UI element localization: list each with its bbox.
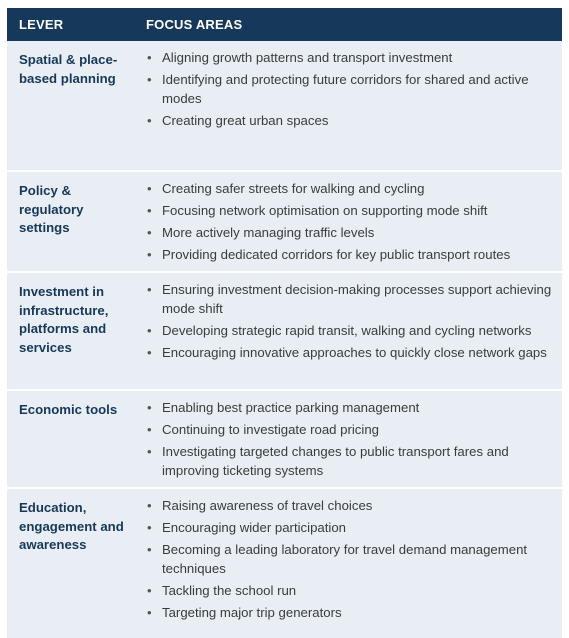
focus-item: • Encouraging innovative approaches to quickly close network gaps — [146, 344, 552, 363]
lever-cell: Education, engagement and awareness — [19, 500, 124, 552]
table-row — [7, 41, 562, 172]
focus-item: • Developing strategic rapid transit, walking and cycling networks — [146, 322, 552, 341]
table-row — [7, 391, 562, 489]
focus-item: • Enabling best practice parking management — [146, 399, 552, 418]
focus-item: • Targeting major trip generators — [146, 604, 552, 623]
focus-item: • Creating safer streets for walking and cycling — [146, 180, 552, 199]
lever-cell: Spatial & place-based planning — [19, 52, 118, 86]
lever-cell: Investment in infrastructure, platforms and services — [19, 284, 109, 355]
focus-cell — [140, 172, 562, 271]
focus-item: • Focusing network optimisation on supporting mode shift — [146, 202, 552, 221]
table-row — [7, 273, 562, 391]
lever-focus-table — [7, 8, 562, 638]
focus-item: • More actively managing traffic levels — [146, 224, 552, 243]
focus-cell — [140, 391, 562, 487]
focus-list — [146, 49, 552, 130]
table-header — [7, 8, 562, 41]
lever-cell: Economic tools — [19, 402, 118, 417]
header-lever: LEVER — [19, 17, 64, 32]
table-row — [7, 172, 562, 273]
focus-item: • Providing dedicated corridors for key public transport routes — [146, 246, 552, 265]
focus-list — [146, 281, 552, 362]
focus-list — [146, 399, 552, 480]
focus-item: • Investigating targeted changes to public transport fares and improving ticketing systems — [146, 443, 552, 480]
focus-item: • Tackling the school run — [146, 582, 552, 601]
focus-item: • Aligning growth patterns and transport investment — [146, 49, 552, 68]
focus-list — [146, 180, 552, 265]
focus-item: • Ensuring investment decision-making processes support achieving mode shift — [146, 281, 552, 318]
focus-item: • Creating great urban spaces — [146, 112, 552, 131]
focus-item: • Raising awareness of travel choices — [146, 497, 552, 516]
lever-cell: Policy & regulatory settings — [19, 183, 84, 235]
focus-item: • Encouraging wider participation — [146, 519, 552, 538]
focus-cell — [140, 273, 562, 389]
focus-item: • Identifying and protecting future corridors for shared and active modes — [146, 71, 552, 108]
focus-item: • Becoming a leading laboratory for travel demand management techniques — [146, 541, 552, 578]
focus-item: • Continuing to investigate road pricing — [146, 421, 552, 440]
table-row — [7, 489, 562, 638]
header-focus-areas: FOCUS AREAS — [146, 17, 243, 32]
focus-cell — [140, 489, 562, 638]
focus-cell — [140, 41, 562, 170]
focus-list — [146, 497, 552, 622]
